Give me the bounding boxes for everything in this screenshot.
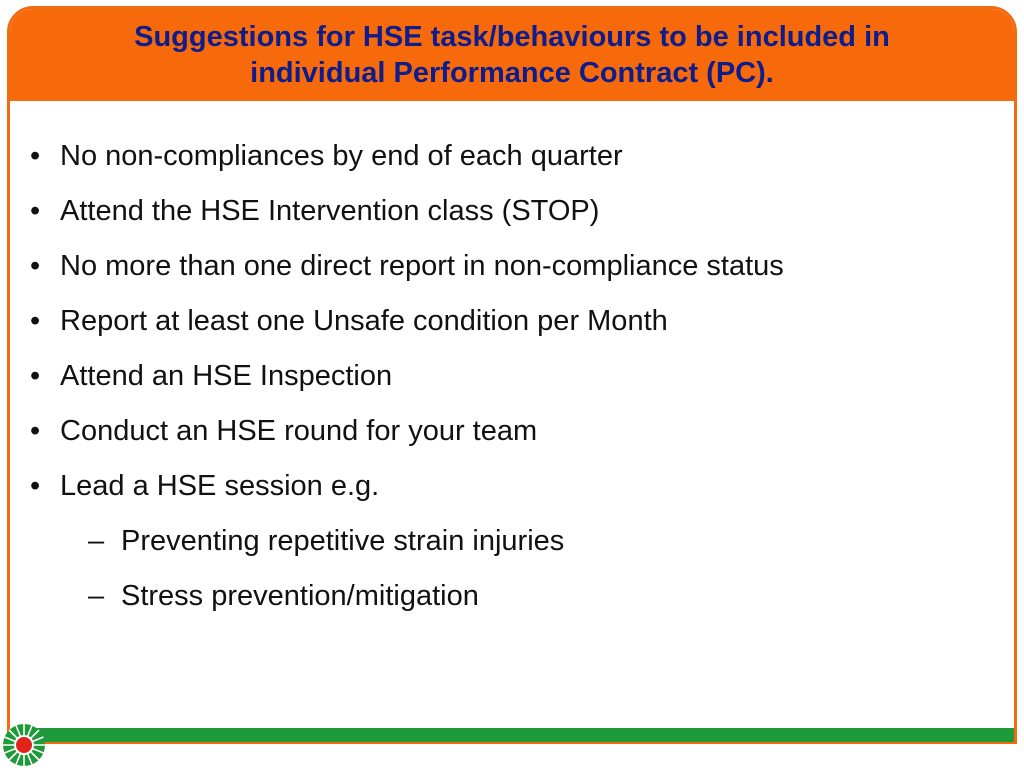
sub-bullet-mark: –	[88, 525, 105, 557]
footer-bar	[20, 728, 1014, 742]
list-item	[10, 129, 1014, 184]
bullet-mark: •	[30, 470, 41, 502]
slide-frame	[7, 6, 1017, 744]
bullet-mark: •	[30, 415, 41, 447]
list-item	[10, 404, 1014, 459]
list-item	[10, 184, 1014, 239]
bullet-mark: •	[30, 250, 41, 282]
sub-bullet-mark: –	[88, 580, 105, 612]
bullet-mark: •	[30, 140, 41, 172]
bullet-list	[10, 129, 1014, 624]
bullet-text: No more than one direct report in non-compliance status	[60, 250, 784, 282]
green-sun-logo-icon	[2, 723, 46, 767]
bullet-mark: •	[30, 195, 41, 227]
list-item	[10, 239, 1014, 294]
bullet-text: Attend the HSE Intervention class (STOP)	[60, 195, 600, 227]
slide-title-line-2: individual Performance Contract (PC).	[250, 57, 774, 89]
sub-list-item	[10, 569, 1014, 624]
bullet-text: Conduct an HSE round for your team	[60, 415, 538, 447]
bullet-text: Report at least one Unsafe condition per Month	[60, 305, 668, 337]
bullet-mark: •	[30, 360, 41, 392]
list-item	[10, 459, 1014, 514]
bullet-mark: •	[30, 305, 41, 337]
bullet-text: Lead a HSE session e.g.	[60, 470, 380, 502]
list-item	[10, 294, 1014, 349]
title-bar	[10, 9, 1014, 101]
sub-bullet-text: Stress prevention/mitigation	[121, 580, 479, 612]
sub-bullet-text: Preventing repetitive strain injuries	[121, 525, 565, 557]
list-item	[10, 349, 1014, 404]
bullet-text: No non-compliances by end of each quarter	[60, 140, 623, 172]
sub-list-item	[10, 514, 1014, 569]
bullet-text: Attend an HSE Inspection	[60, 360, 393, 392]
slide-title-line-1: Suggestions for HSE task/behaviours to be included in	[134, 21, 890, 53]
